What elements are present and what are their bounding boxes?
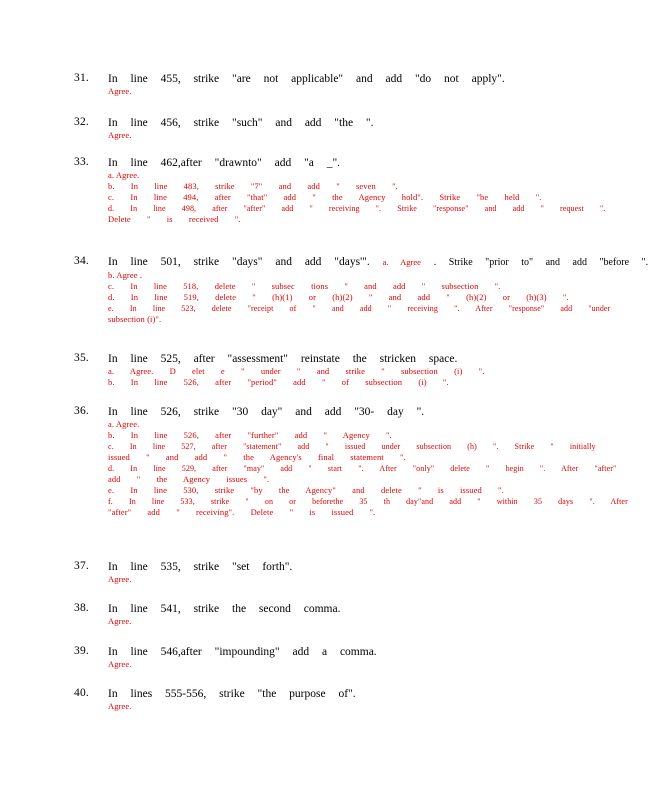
amendment-text: In line 525, after "assessment" reinstate the stricken space. — [108, 353, 458, 365]
item-number: 40. — [74, 687, 89, 699]
response-note: b. In line 526, after "period" add " of subsection (i) ". — [108, 377, 449, 387]
amendment-text: In line 526, strike "30 day" and add "30- day ". — [108, 406, 425, 418]
amendment-text: In lines 555-556, strike "the purpose of". — [108, 688, 356, 700]
item-number: 37. — [74, 560, 89, 572]
response-note: f. In line 533, strike " on or beforethe 35 th day"and add " within 35 days ". After — [108, 497, 628, 506]
amendment-text: In line 541, strike the second comma. — [108, 603, 341, 615]
response-note: e. In line 523, delete "receipt of " and add " receiving ". After "response" add "under — [108, 304, 611, 313]
response-note: subsection (i)". — [108, 314, 162, 324]
response-note: Agree. — [108, 701, 132, 711]
response-note: d. In line 498, after "after" add " receiving ". Strike "response" and add " request ". — [108, 204, 606, 213]
response-note: a. Agree. — [108, 419, 140, 429]
response-note: Agree. — [108, 616, 132, 626]
response-note: b. In line 483, strike "7" and add " seven ". — [108, 181, 398, 191]
item-number: 36. — [74, 405, 89, 417]
item-number: 35. — [74, 352, 89, 364]
amendment-text: In line 456, strike "such" and add "the ". — [108, 117, 374, 129]
amendment-text: In line 535, strike "set forth". — [108, 561, 293, 573]
item-number: 38. — [74, 602, 89, 614]
response-note: d. In line 519, delete " (h)(1) or (h)(2) " and add " (h)(2) or (h)(3) ". — [108, 292, 569, 302]
response-note: c. In line 494, after "that" add " the Agency hold". Strike "be held ". — [108, 192, 542, 202]
response-note: Agree. — [108, 86, 132, 96]
item-number: 32. — [74, 116, 89, 128]
amendment-text: In line 455, strike "are not applicable" and add "do not apply". — [108, 73, 505, 85]
item-number: 39. — [74, 645, 89, 657]
response-note: b. Agree . — [108, 270, 143, 280]
amendment-text: In line 501, strike "days" and add "days'". — [108, 256, 370, 268]
response-note: a. Agree. D elet e " under " and strike " subsection (i) ". — [108, 366, 485, 376]
response-note: d. In line 529, after "may" add " start ". After "only" delete " begin ". After "after" — [108, 464, 617, 473]
response-note: e. In line 530, strike "by the Agency" and delete " is issued ". — [108, 485, 504, 495]
response-note: Delete " is received ". — [108, 214, 241, 224]
response-note: Agree. — [108, 574, 132, 584]
response-note: Agree. — [108, 130, 132, 140]
item-number: 34. — [74, 255, 89, 267]
response-note: a. Agree. — [108, 170, 140, 180]
response-note-inline: a. Agree — [382, 257, 421, 267]
amendment-text-continued: . Strike "prior to" and add "before ". — [433, 257, 648, 268]
amendment-text: In line 462,after "drawnto" add "a _". — [108, 157, 341, 169]
response-note: Agree. — [108, 659, 132, 669]
amendment-text: In line 546,after "impounding" add a comma. — [108, 646, 377, 658]
item-number: 33. — [74, 156, 89, 168]
response-note: issued " and add " the Agency's final statement ". — [108, 452, 406, 462]
item-number: 31. — [74, 72, 89, 84]
response-note: b. In line 526, after "further" add " Agency ". — [108, 430, 392, 440]
response-note: c. In line 518, delete " subsec tions " and add " subsection ". — [108, 281, 501, 291]
response-note: c. In line 527, after "statement" add " issued under subsection (h) ". Strike " initially — [108, 442, 596, 451]
response-note: add " the Agency issues ". — [108, 474, 270, 484]
response-note: "after" add " receiving". Delete " is issued ". — [108, 507, 376, 517]
